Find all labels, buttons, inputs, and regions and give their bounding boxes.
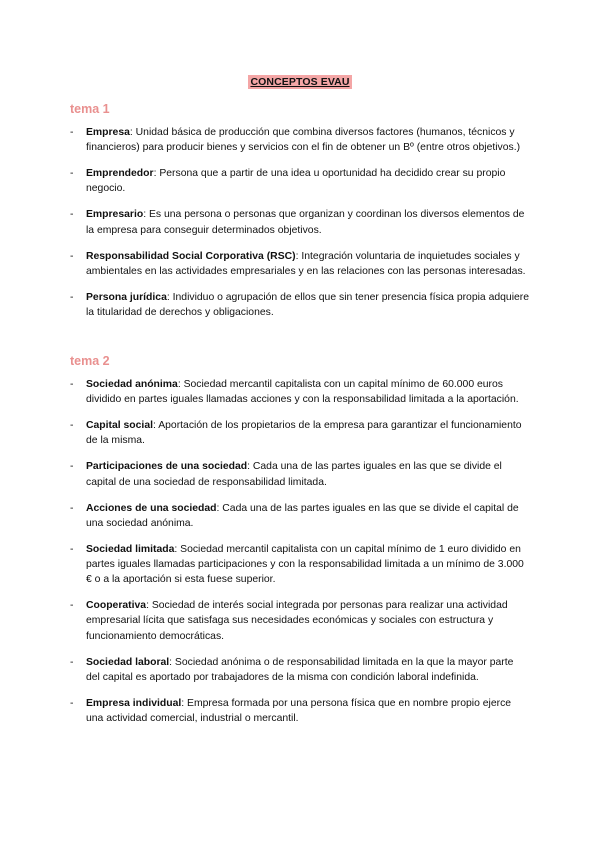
definition-text: : Cada una de las partes iguales en las que se divide el capital de una sociedad anónima.: [86, 502, 519, 529]
definition-text: : Integración voluntaria de inquietudes sociales y ambientales en las actividades empresariales y en las relaciones con las personas interesadas.: [86, 250, 526, 277]
list-dash: -: [70, 250, 74, 262]
list-dash: -: [70, 420, 74, 432]
list-dash: -: [70, 461, 74, 473]
definition-item: [70, 696, 530, 726]
definition-list: [70, 125, 530, 320]
definition-text: : Empresa formada por una persona física que en nombre propio ejerce una actividad comercial, industrial o mercantil.: [86, 697, 512, 725]
definition-item: [70, 207, 530, 237]
list-dash: -: [70, 697, 74, 709]
definition-term: Participaciones de una sociedad: [86, 461, 248, 473]
definition-text: : Aportación de los propietarios de la empresa para garantizar el funcionamiento de la misma.: [86, 420, 522, 447]
definition-item: [70, 598, 530, 644]
list-dash: -: [70, 502, 74, 514]
list-dash: -: [70, 543, 74, 555]
list-dash: -: [70, 379, 74, 390]
definition-term: Empresa: [86, 127, 130, 138]
definition-term: Acciones de una sociedad: [86, 502, 217, 514]
definition-term: Empresa individual: [86, 697, 182, 709]
section-tema-1: [70, 102, 530, 331]
definition-term: Sociedad limitada: [86, 543, 175, 555]
definition-text: : Sociedad de interés social integrada por personas para realizar una actividad empresarial lícita que satisfaga sus necesidades económicas y sociales con estructura y funcionamiento democráticas.: [86, 600, 508, 642]
definition-item: [70, 377, 530, 407]
list-dash: -: [70, 600, 74, 612]
definition-item: [70, 655, 530, 685]
definition-item: [70, 542, 530, 588]
definition-text: : Unidad básica de producción que combina diversos factores (humanos, técnicos y financieros) para producir bienes y servicios con el fin de obtener un Bº (entre otros objetivos.): [86, 127, 521, 154]
definition-text: : Sociedad mercantil capitalista con un capital mínimo de 60.000 euros dividido en partes iguales llamadas acciones y con la responsabilidad limitada a la aportación.: [86, 379, 519, 406]
definition-item: [70, 125, 530, 155]
definition-term: Persona jurídica: [86, 291, 167, 303]
list-dash: -: [70, 291, 74, 303]
list-dash: -: [70, 127, 74, 138]
list-dash: -: [70, 209, 74, 221]
definition-item: [70, 418, 530, 448]
definition-text: : Sociedad mercantil capitalista con un capital mínimo de 1 euro dividido en partes iguales llamadas participaciones y con la responsabilidad limitada a un mínimo de 3.000 € o a la aportación si esta fuese superior.: [86, 543, 524, 586]
definition-term: Emprendedor: [86, 168, 154, 180]
section-heading: tema 2: [70, 354, 110, 368]
definition-term: Sociedad laboral: [86, 656, 170, 668]
definition-term: Capital social: [86, 420, 153, 432]
section-tema-2: [70, 354, 530, 737]
definition-item: [70, 459, 530, 489]
definition-term: Responsabilidad Social Corporativa (RSC): [86, 250, 296, 262]
definition-term: Sociedad anónima: [86, 379, 178, 390]
title-container: [0, 72, 600, 90]
definition-term: Cooperativa: [86, 600, 147, 612]
section-heading: tema 1: [70, 102, 110, 116]
definition-item: [70, 501, 530, 531]
definition-term: Empresario: [86, 209, 144, 221]
definition-text: : Sociedad anónima o de responsabilidad limitada en la que la mayor parte del capital es aportado por trabajadores de la misma con condición laboral indefinida.: [86, 656, 514, 683]
definition-list: [70, 377, 530, 726]
definition-item: [70, 166, 530, 196]
list-dash: -: [70, 168, 74, 180]
definition-item: [70, 249, 530, 279]
definition-text: : Individuo o agrupación de ellos que sin tener presencia física propia adquiere la titularidad de derechos y obligaciones.: [86, 291, 530, 319]
document-title: CONCEPTOS EVAU: [250, 76, 350, 88]
definition-text: : Es una persona o personas que organizan y coordinan los diversos elementos de la empresa para conseguir determinados objetivos.: [86, 209, 525, 236]
definition-text: : Cada una de las partes iguales en las que se divide el capital de una sociedad de responsabilidad limitada.: [86, 461, 502, 488]
definition-item: [70, 290, 530, 320]
list-dash: -: [70, 656, 74, 668]
definition-text: : Persona que a partir de una idea u oportunidad ha decidido crear su propio negocio.: [86, 168, 506, 195]
